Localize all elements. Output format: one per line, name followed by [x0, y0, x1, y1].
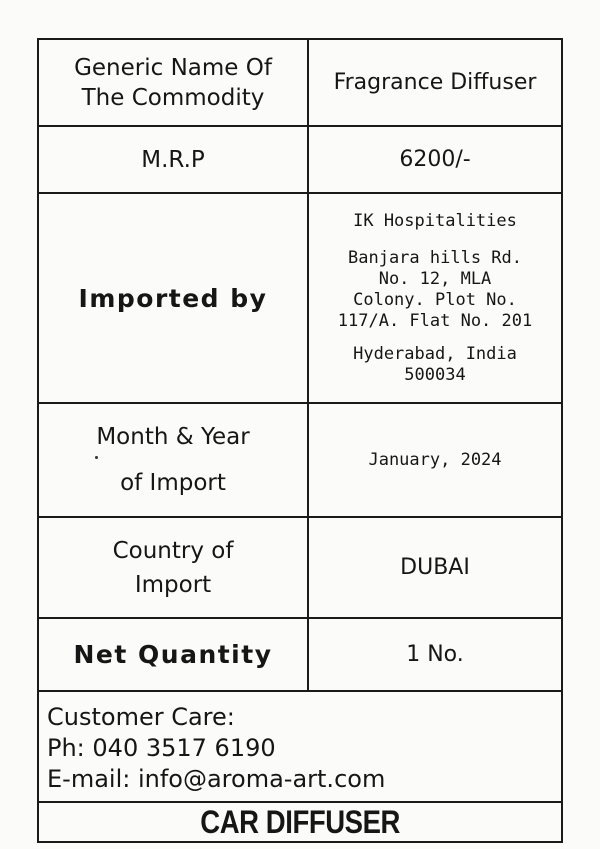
mrp-label: M.R.P — [141, 146, 205, 173]
imported-by-label-cell — [39, 194, 309, 402]
country-value-cell — [309, 518, 561, 617]
customer-care-phone: Ph: 040 3517 6190 — [47, 734, 276, 762]
importer-company-name: IK Hospitalities — [353, 211, 517, 231]
importer-address-line1: Banjara hills Rd. — [348, 248, 522, 268]
mrp-value-cell — [309, 127, 561, 192]
product-type-title: CAR DIFFUSER — [200, 803, 400, 840]
net-quantity-label-cell — [39, 619, 309, 690]
generic-name-label-line2: The Commodity — [81, 84, 265, 111]
footer-title-block — [39, 803, 561, 841]
net-quantity-value-cell — [309, 619, 561, 690]
generic-name-label-cell — [39, 40, 309, 125]
row-imported-by — [39, 194, 561, 404]
country-value: DUBAI — [400, 554, 470, 580]
importer-address-line2: No. 12, MLA — [378, 269, 492, 289]
row-country — [39, 518, 561, 619]
row-month-year — [39, 404, 561, 518]
importer-address-cell — [309, 194, 561, 402]
net-quantity-value: 1 No. — [406, 641, 464, 667]
imported-by-label: Imported by — [78, 283, 268, 313]
importer-address-line4: 117/A. Flat No. 201 — [337, 311, 533, 331]
product-label-table — [37, 38, 563, 843]
row-generic-name — [39, 40, 561, 127]
print-speck — [95, 456, 98, 459]
net-quantity-label: Net Quantity — [73, 640, 273, 669]
customer-care-block — [39, 692, 561, 803]
row-net-quantity — [39, 619, 561, 692]
generic-name-value: Fragrance Diffuser — [333, 69, 537, 95]
generic-name-label-line1: Generic Name Of — [74, 54, 272, 81]
mrp-label-cell — [39, 127, 309, 192]
month-year-value: January, 2024 — [368, 450, 502, 470]
importer-address-block — [338, 248, 532, 332]
customer-care-email: E-mail: info@aroma-art.com — [47, 765, 386, 793]
importer-address-line3: Colony. Plot No. — [353, 290, 517, 310]
country-label-cell — [39, 518, 309, 617]
row-mrp — [39, 127, 561, 194]
generic-name-value-cell — [309, 40, 561, 125]
country-label-line2: Import — [134, 571, 212, 598]
month-year-value-cell — [309, 404, 561, 516]
month-year-label-line2: of Import — [120, 470, 226, 496]
customer-care-title: Customer Care: — [47, 703, 235, 731]
country-label-line1: Country of — [112, 537, 234, 564]
month-year-label-cell — [39, 404, 309, 516]
importer-city: Hyderabad, India — [353, 344, 517, 364]
importer-pincode: 500034 — [404, 365, 466, 385]
mrp-value: 6200/- — [399, 146, 471, 172]
month-year-label-line1: Month & Year — [96, 424, 250, 450]
